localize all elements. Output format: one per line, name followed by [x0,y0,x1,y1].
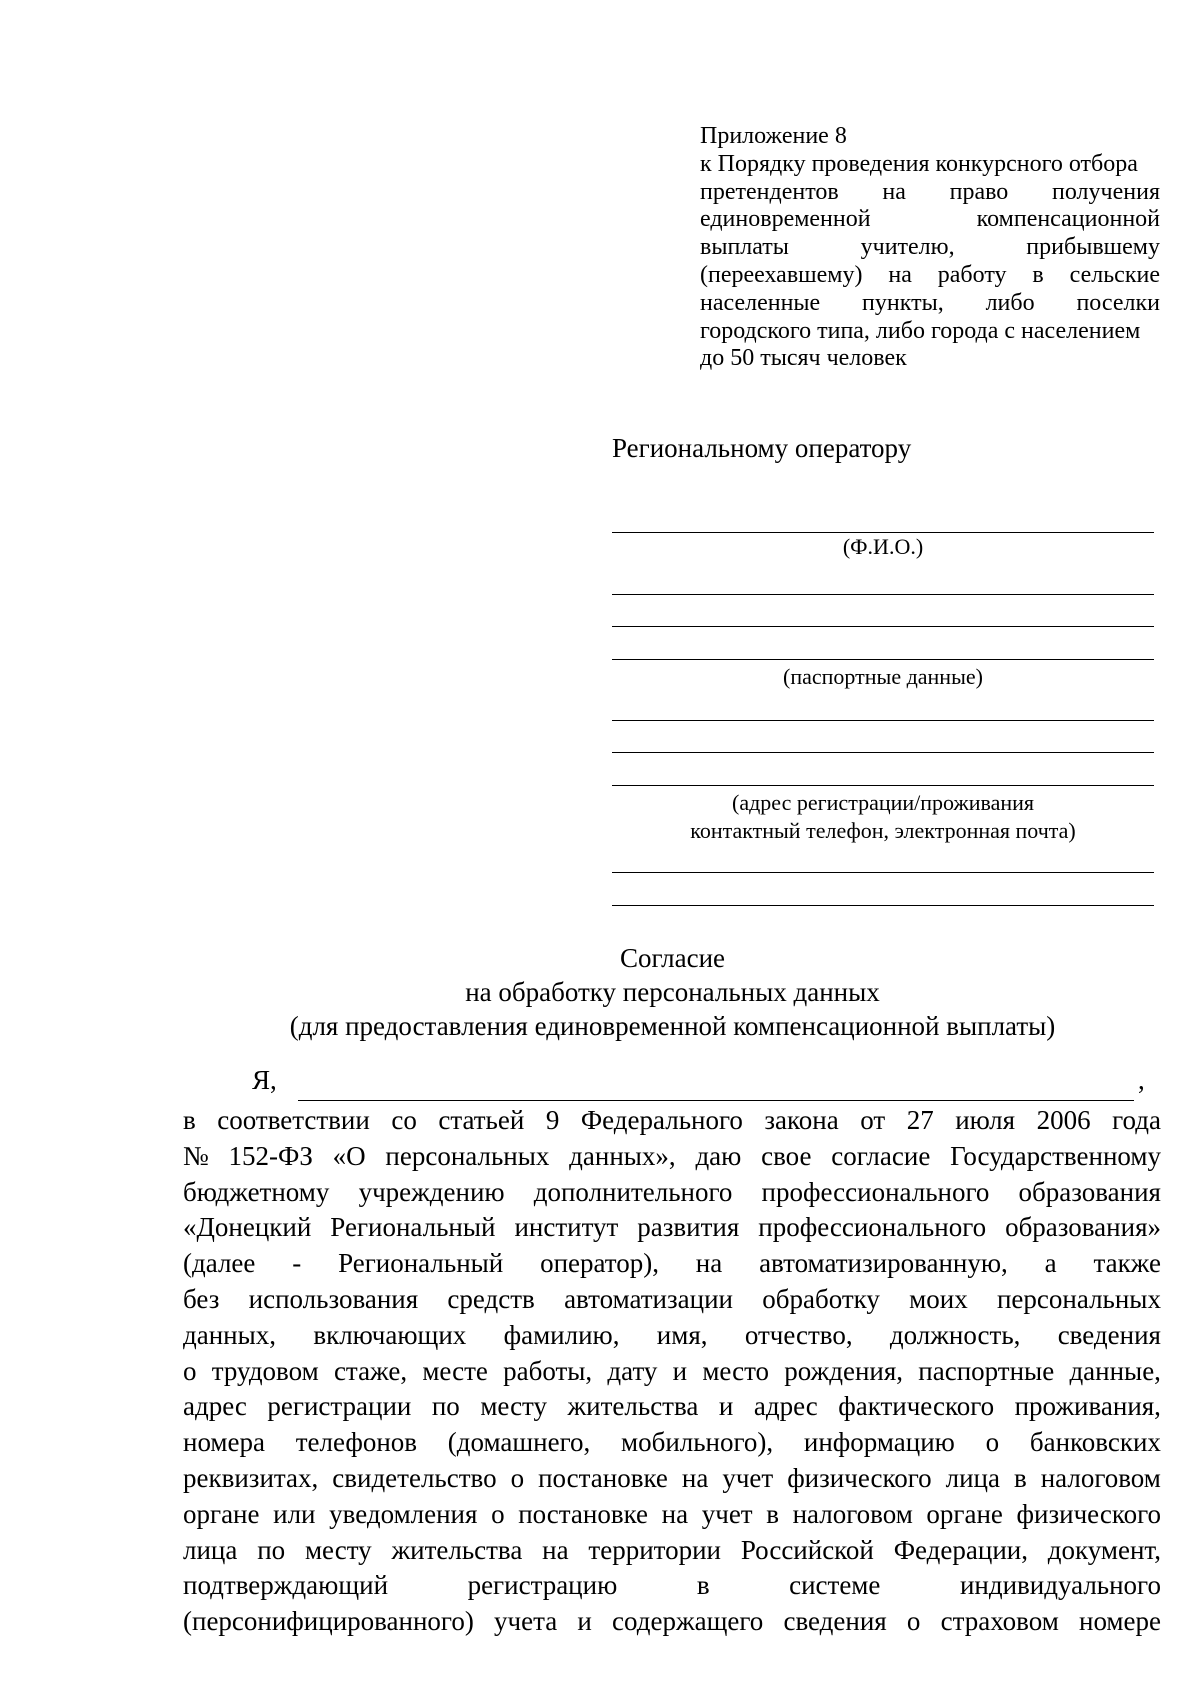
appendix-word: либо [985,289,1035,316]
consent-title: Согласие [619,943,726,973]
body-word: на [661,1498,689,1529]
body-word: органе [926,1498,1003,1529]
body-word: физического [787,1462,932,1493]
appendix-line [700,318,1160,346]
body-word: регистрации [267,1391,412,1422]
body-word: № [183,1140,209,1171]
body-word: 9 [545,1105,560,1135]
body-word: моих [909,1283,968,1314]
passport-caption: (паспортные данные) [783,664,983,689]
body-word: свидетельство [332,1462,497,1493]
body-word: даю [695,1140,742,1171]
body-word: сведения [783,1606,887,1637]
body-word: телефонов [295,1427,418,1458]
body-word: а [1044,1248,1057,1279]
body-line [183,1103,1161,1139]
body-line [183,1318,1161,1354]
body-word: фактического [838,1391,995,1422]
appendix-word: прибывшему [1026,234,1160,261]
body-word: данных», [569,1140,676,1171]
appendix-last-line: до 50 тысяч человек [700,345,907,372]
body-line [183,1533,1161,1569]
body-word: профессионального [758,1212,987,1243]
body-word: без [183,1283,220,1314]
appendix-word: (переехавшему) [700,261,863,288]
body-word: июля [955,1105,1016,1135]
body-word: 2006 [1036,1105,1091,1135]
extra-field-line [612,905,1154,906]
body-word: Федерального [580,1105,743,1135]
body-word: учета [494,1606,558,1637]
passport-field-line [612,659,1154,660]
appendix-word: на [882,178,906,205]
appendix-word: поселки [1076,289,1160,316]
body-word: по [257,1534,286,1565]
body-word: стаже, [333,1355,408,1386]
body-word: в [183,1105,196,1135]
appendix-line [700,234,1160,262]
appendix-word: к Порядку проведения конкурсного отбора [700,150,1138,177]
body-word: образования» [1005,1212,1161,1243]
body-word: постановке [538,1462,668,1493]
ya-label: Я, [252,1065,277,1095]
body-line [183,1425,1161,1461]
body-word: страховом [940,1606,1059,1637]
body-word: или [273,1498,316,1529]
address-field-line [612,785,1154,786]
body-word: обработку [762,1283,880,1314]
appendix-word: претендентов [700,178,839,205]
body-word: и [718,1391,734,1422]
body-word: в [696,1570,710,1601]
appendix-word: пункты, [862,289,944,316]
body-word: и [577,1606,592,1637]
appendix-line [700,290,1160,318]
body-line [183,1461,1161,1497]
body-word: номера [183,1427,265,1458]
body-word: Федерации, [893,1534,1028,1565]
body-word: о [491,1498,505,1529]
appendix-word: на [888,261,912,288]
body-word: образования [1018,1176,1161,1207]
appendix-word: компенсационной [976,206,1160,233]
body-word: институт [514,1212,619,1243]
body-word: данные, [1069,1355,1161,1386]
body-word: отчество, [744,1319,853,1350]
body-word: месте [422,1355,488,1386]
consent-body [183,1103,1161,1640]
body-line [183,1139,1161,1175]
body-word: рождения, [784,1355,904,1386]
body-word: в [1013,1462,1027,1493]
name-field-line [298,1100,1134,1101]
body-word: учет [722,1462,774,1493]
body-word: соответствии [217,1105,370,1135]
appendix-word: получения [1052,178,1160,205]
address-caption-line2: контактный телефон, электронная почта) [690,818,1076,843]
body-word: «О [332,1140,366,1171]
body-word: на [695,1248,723,1279]
appendix-reference [700,123,1160,373]
passport-field-line [612,626,1154,627]
body-word: Региональный [330,1212,496,1243]
body-word: - [292,1248,302,1279]
recipient-title: Региональному оператору [612,433,912,463]
body-word: должность, [889,1319,1021,1350]
body-word: сведения [1057,1319,1161,1350]
body-word: (домашнего, [447,1427,591,1458]
body-word: дату [607,1355,658,1386]
body-word: Государственному [950,1140,1161,1171]
body-word: 27 [906,1105,934,1135]
body-word: органе [183,1498,260,1529]
body-line [183,1282,1161,1318]
body-word: бюджетному [183,1176,330,1207]
body-word: профессионального [761,1176,990,1207]
body-word: номере [1079,1606,1161,1637]
appendix-word: учителю, [860,234,955,261]
body-line [183,1497,1161,1533]
body-word: о [906,1606,921,1637]
body-word: данных, [183,1319,277,1350]
body-word: Региональный [338,1248,504,1279]
body-word: подтверждающий [183,1570,389,1601]
body-word: содержащего [612,1606,764,1637]
appendix-word: работу [937,261,1007,288]
body-word: жительства [567,1391,699,1422]
body-word: свое [761,1140,812,1171]
address-caption-line1: (адрес регистрации/проживания [732,790,1034,815]
body-line [183,1604,1161,1640]
body-word: на [681,1462,709,1493]
body-line [183,1568,1161,1604]
body-word: месту [480,1391,547,1422]
body-word: персональных [996,1283,1161,1314]
body-word: от [860,1105,886,1135]
body-word: месту [304,1534,372,1565]
body-word: автоматизации [564,1283,733,1314]
body-word: и [672,1355,688,1386]
appendix-word: право [949,178,1009,205]
body-word: имя, [656,1319,708,1350]
body-word: адрес [753,1391,818,1422]
body-word: оператор), [540,1248,659,1279]
body-word: проживания, [1014,1391,1161,1422]
body-word: развития [637,1212,740,1243]
body-word: года [1112,1105,1161,1135]
body-word: территории [588,1534,721,1565]
body-line [183,1175,1161,1211]
body-word: «Донецкий [183,1212,312,1243]
body-word: фамилию, [503,1319,620,1350]
extra-field-line [612,872,1154,873]
body-word: место [702,1355,770,1386]
body-word: адрес [183,1391,247,1422]
body-word: мобильного), [621,1427,774,1458]
body-word: в [766,1498,779,1529]
body-word: работы, [503,1355,593,1386]
fio-caption: (Ф.И.О.) [842,534,924,559]
appendix-line [700,151,1160,179]
body-word: лица [945,1462,1000,1493]
body-word: информацию [803,1427,955,1458]
body-word: со [391,1105,417,1135]
body-word: на [542,1534,569,1565]
body-word: о [510,1462,525,1493]
body-word: закона [764,1105,839,1135]
appendix-line [700,179,1160,207]
body-word: документ, [1047,1534,1161,1565]
body-word: также [1093,1248,1161,1279]
body-word: жительства [391,1534,523,1565]
body-line [183,1246,1161,1282]
body-word: использования [248,1283,419,1314]
body-word: о [985,1427,1000,1458]
body-line [183,1210,1161,1246]
body-word: регистрацию [467,1570,618,1601]
body-word: физического [1016,1498,1161,1529]
body-word: согласие [831,1140,931,1171]
body-word: включающих [313,1319,467,1350]
body-word: дополнительного [533,1176,733,1207]
appendix-title: Приложение 8 [700,123,847,149]
address-field-line [612,720,1154,721]
body-word: 152-ФЗ [228,1140,313,1171]
body-word: лица [183,1534,238,1565]
appendix-word: городского типа, либо города с населением [700,317,1141,344]
appendix-word: выплаты [700,234,789,261]
body-word: (персонифицированного) [183,1606,474,1637]
body-word: трудовом [211,1355,319,1386]
body-word: персональных [385,1140,550,1171]
body-word: паспортные [918,1355,1055,1386]
ya-comma: , [1138,1065,1145,1095]
body-word: Российской [740,1534,874,1565]
appendix-word: в [1032,261,1044,288]
body-word: автоматизированную, [759,1248,1008,1279]
body-word: постановке [518,1498,649,1529]
body-word: учреждению [358,1176,505,1207]
appendix-line [700,262,1160,290]
appendix-word: населенные [700,289,821,316]
passport-field-line [612,594,1154,595]
body-line [183,1389,1161,1425]
body-word: (далее [183,1248,256,1279]
body-word: о [183,1355,197,1386]
appendix-line [700,206,1160,234]
address-field-line [612,752,1154,753]
consent-purpose: (для предоставления единовременной компенсационной выплаты) [289,1011,1056,1041]
body-word: системе [789,1570,881,1601]
body-word: по [431,1391,460,1422]
body-word: средств [447,1283,535,1314]
body-word: уведомления [329,1498,478,1529]
body-word: статьей [438,1105,525,1135]
body-word: налоговом [1040,1462,1161,1493]
appendix-word: сельские [1069,261,1160,288]
appendix-word: единовременной [700,206,871,233]
body-line [183,1354,1161,1390]
body-word: банковских [1029,1427,1161,1458]
body-word: индивидуального [959,1570,1161,1601]
body-word: реквизитах, [183,1462,319,1493]
consent-subtitle: на обработку персональных данных [465,977,880,1007]
body-word: налоговом [792,1498,913,1529]
body-word: учет [701,1498,753,1529]
